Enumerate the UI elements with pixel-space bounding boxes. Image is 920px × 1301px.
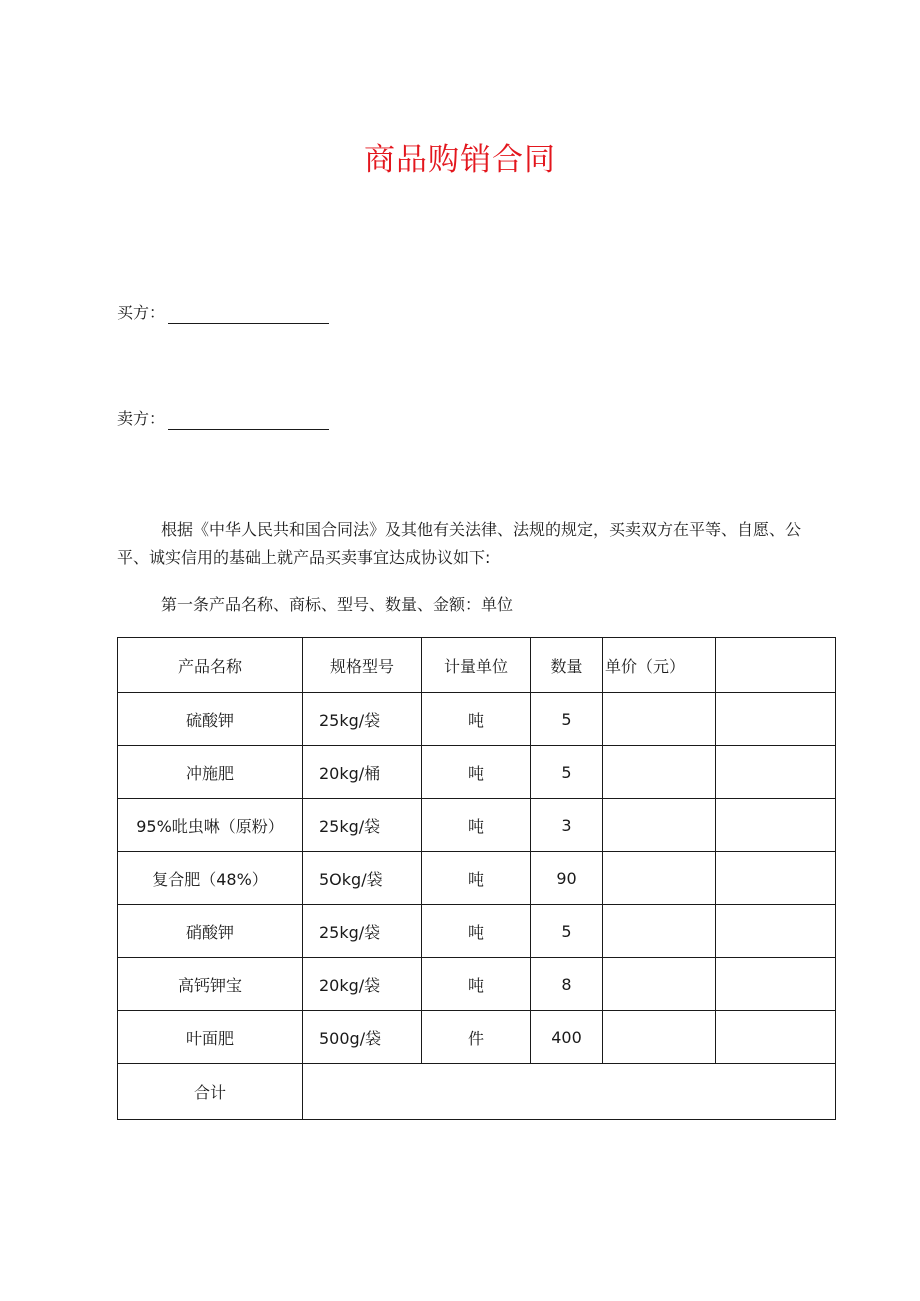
cell-product-name: 硝酸钾 [118,905,303,958]
table-row [118,958,836,1011]
cell-unit: 吨 [422,693,531,746]
cell-unit: 吨 [422,799,531,852]
cell-amount[interactable] [716,958,836,1011]
cell-spec: 25kg/袋 [303,905,422,958]
cell-spec: 20kg/袋 [303,958,422,1011]
cell-unit: 吨 [422,852,531,905]
table-row [118,905,836,958]
buyer-label: 买方： [117,303,166,322]
cell-quantity: 5 [531,746,603,799]
header-spec: 规格型号 [303,638,422,693]
table-row [118,799,836,852]
seller-label: 卖方： [117,409,166,428]
cell-spec: 25kg/袋 [303,693,422,746]
total-value-cell[interactable] [303,1064,836,1120]
header-amount [716,638,836,693]
table-row [118,746,836,799]
cell-unit-price[interactable] [603,1011,716,1064]
cell-quantity: 8 [531,958,603,1011]
cell-unit: 件 [422,1011,531,1064]
header-product-name: 产品名称 [118,638,303,693]
cell-unit-price[interactable] [603,852,716,905]
cell-amount[interactable] [716,852,836,905]
buyer-blank [168,306,329,324]
header-quantity: 数量 [531,638,603,693]
goods-table [117,637,836,1120]
cell-unit: 吨 [422,905,531,958]
cell-quantity: 5 [531,693,603,746]
cell-product-name: 冲施肥 [118,746,303,799]
table-row [118,1011,836,1064]
cell-unit-price[interactable] [603,693,716,746]
cell-amount[interactable] [716,746,836,799]
cell-unit-price[interactable] [603,958,716,1011]
cell-unit-price[interactable] [603,746,716,799]
cell-unit-price[interactable] [603,905,716,958]
total-label: 合计 [118,1064,303,1120]
table-row [118,852,836,905]
cell-product-name: 硫酸钾 [118,693,303,746]
header-unit: 计量单位 [422,638,531,693]
cell-amount[interactable] [716,799,836,852]
total-row [118,1064,836,1120]
cell-amount[interactable] [716,905,836,958]
cell-product-name: 复合肥（48%） [118,852,303,905]
cell-product-name: 95%吡虫啉（原粉） [118,799,303,852]
cell-quantity: 90 [531,852,603,905]
cell-spec: 25kg/袋 [303,799,422,852]
cell-amount[interactable] [716,693,836,746]
contract-title: 商品购销合同 [364,142,556,178]
seller-line [117,408,329,430]
cell-quantity: 5 [531,905,603,958]
cell-quantity: 400 [531,1011,603,1064]
cell-spec: 500g/袋 [303,1011,422,1064]
cell-unit: 吨 [422,958,531,1011]
header-unit-price: 单价（元） [603,638,716,693]
buyer-line [117,302,329,324]
cell-quantity: 3 [531,799,603,852]
cell-amount[interactable] [716,1011,836,1064]
article-1-heading: 第一条产品名称、商标、型号、数量、金额：单位 [161,595,514,614]
intro-paragraph: 根据《中华人民共和国合同法》及其他有关法律、法规的规定，买卖双方在平等、自愿、公平、诚实信用的基础上就产品买卖事宜达成协议如下: [117,520,802,567]
table-header-row [118,638,836,693]
cell-spec: 5Okg/袋 [303,852,422,905]
cell-spec: 20kg/桶 [303,746,422,799]
cell-product-name: 叶面肥 [118,1011,303,1064]
cell-product-name: 高钙钾宝 [118,958,303,1011]
cell-unit-price[interactable] [603,799,716,852]
cell-unit: 吨 [422,746,531,799]
seller-blank [168,412,329,430]
table-row [118,693,836,746]
